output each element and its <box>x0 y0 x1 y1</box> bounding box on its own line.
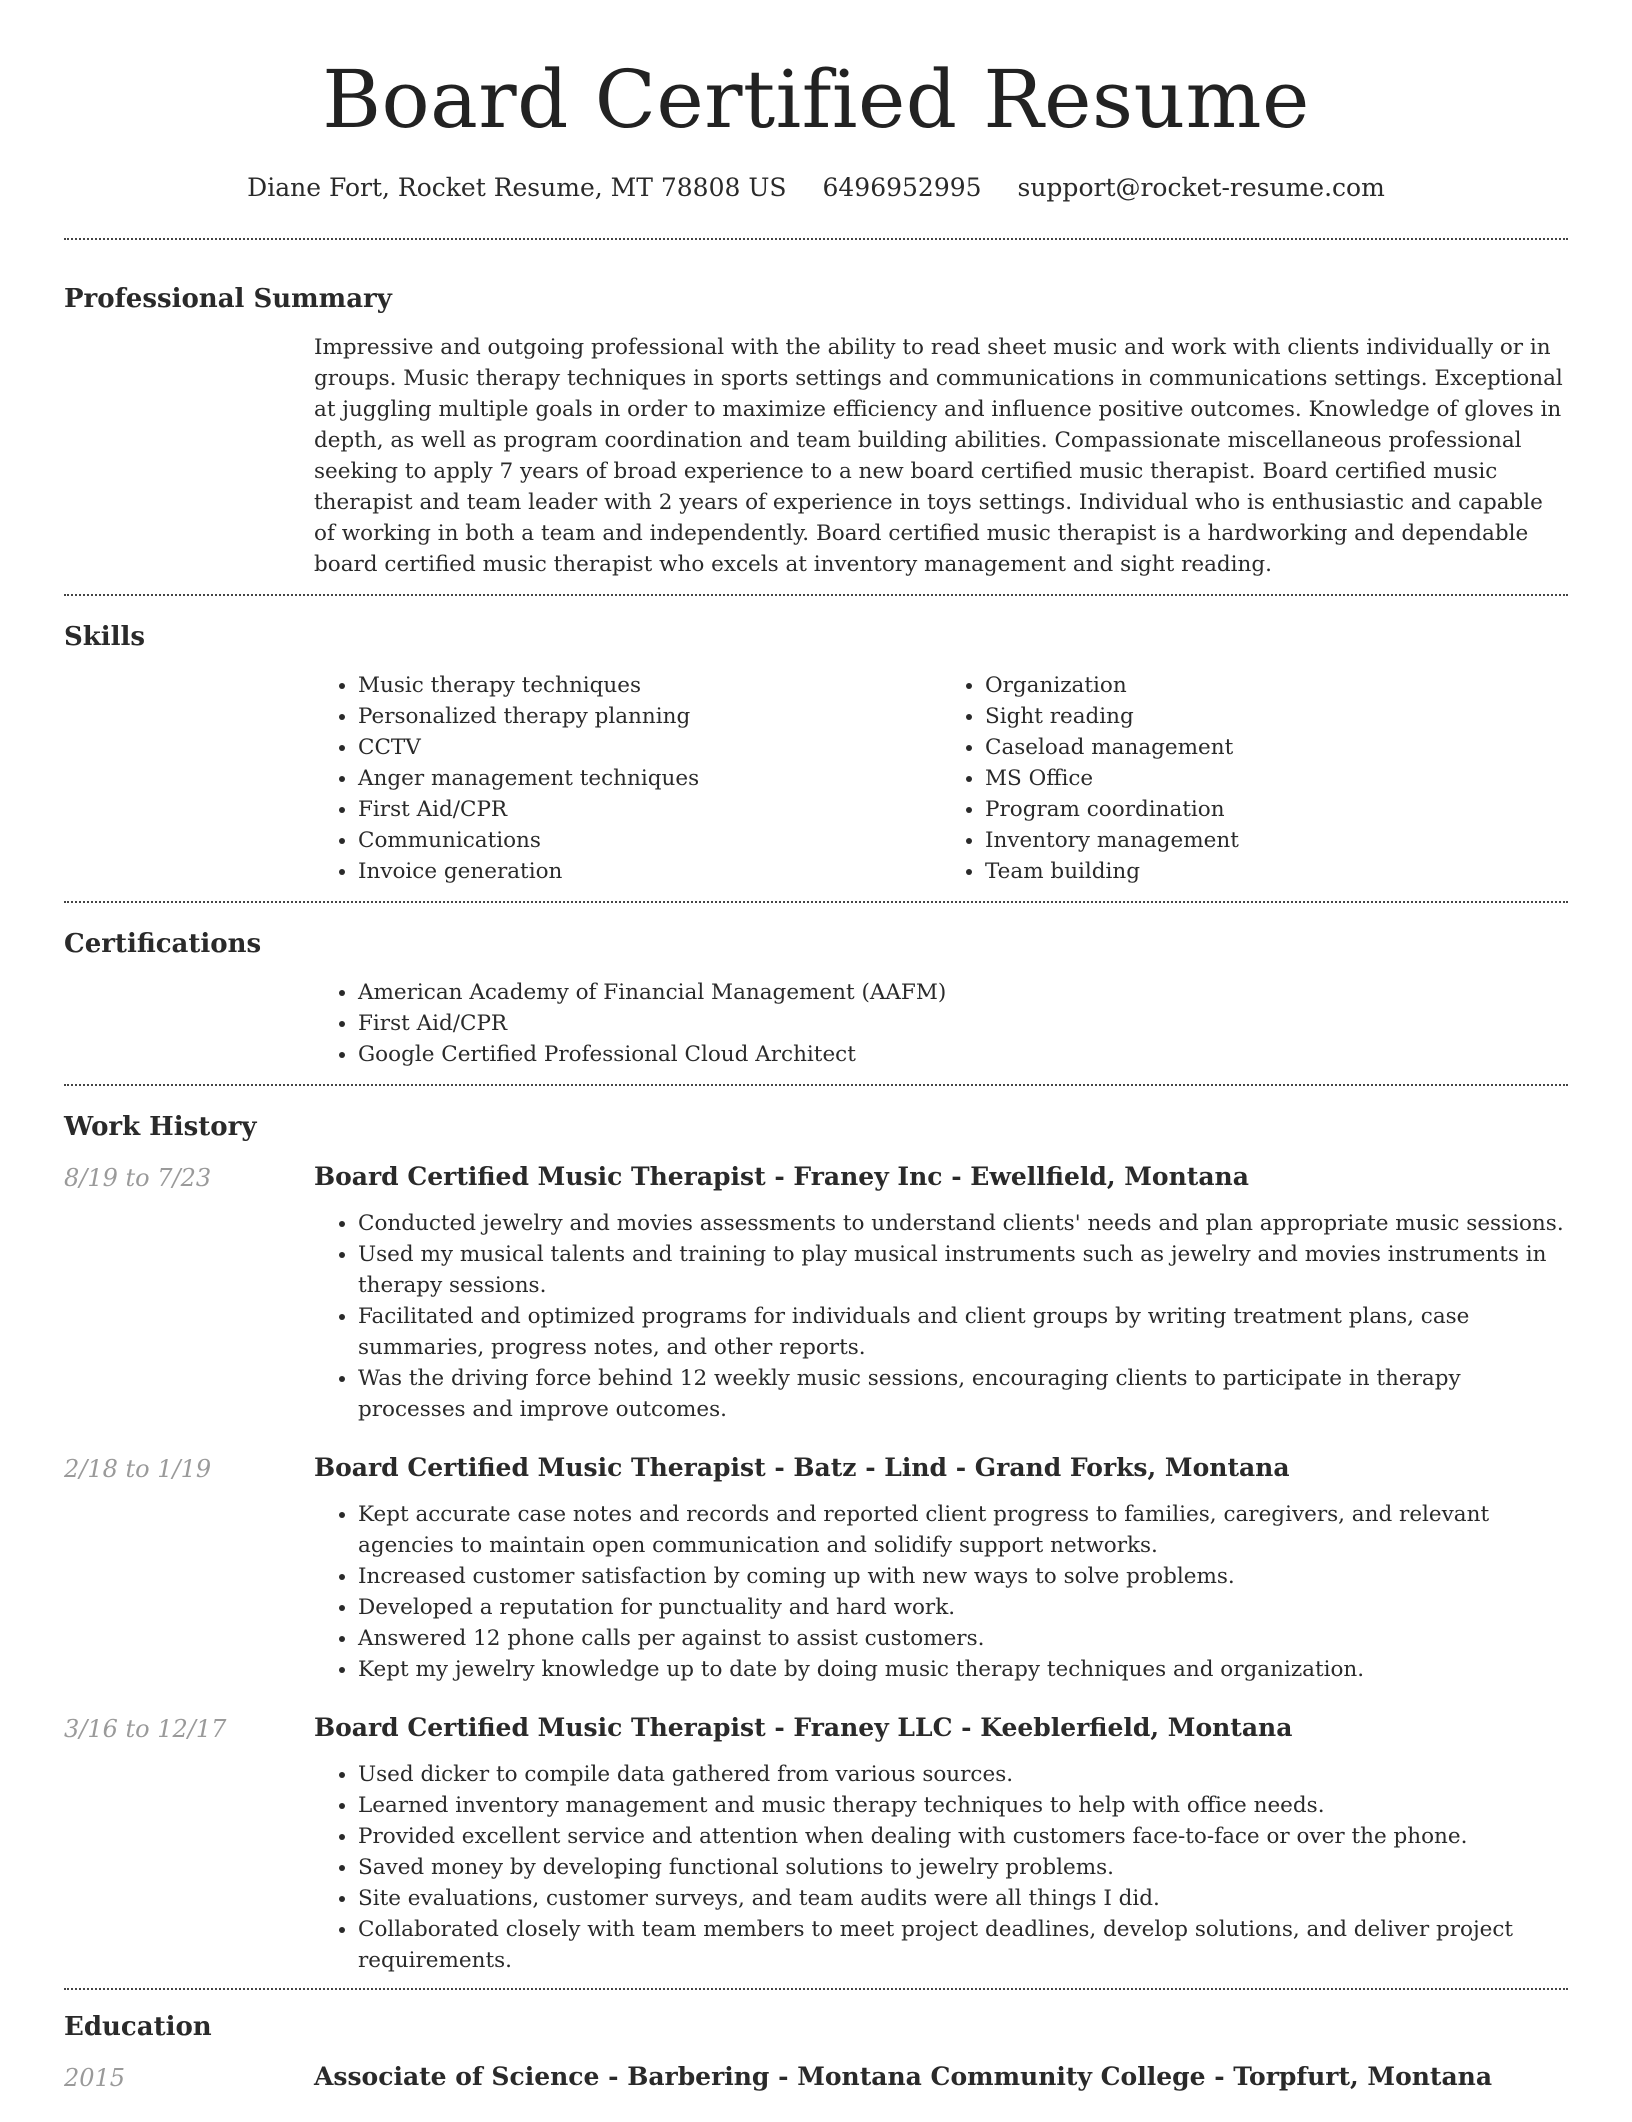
skills-grid <box>314 670 1568 887</box>
summary-heading: Professional Summary <box>64 284 392 314</box>
skill-item: • Music therapy techniques <box>358 670 941 701</box>
education-entry <box>64 2060 1568 2108</box>
job-details <box>314 1451 1568 1685</box>
job-bullet: • Answered 12 phone calls per against to assist customers. <box>358 1623 1568 1654</box>
job-bullets <box>314 1759 1568 1976</box>
job-bullet: • Saved money by developing functional solutions to jewelry problems. <box>358 1852 1568 1883</box>
job-details <box>314 1160 1568 1425</box>
skills-section <box>64 596 1568 901</box>
job-title: Board Certified Music Therapist - Franey Inc - Ewellfield, Montana <box>314 1162 1249 1191</box>
job-dates: 2/18 to 1/19 <box>64 1455 212 1483</box>
skill-item: • Invoice generation <box>358 856 941 887</box>
job-entry <box>64 1711 1568 1976</box>
summary-section <box>64 240 1568 594</box>
certifications-list <box>314 977 1568 1070</box>
contact-phone: 6496952995 <box>822 173 982 202</box>
certifications-body <box>314 977 1568 1070</box>
skill-item: • MS Office <box>985 763 1568 794</box>
job-entry <box>64 1451 1568 1685</box>
skill-item: • Caseload management <box>985 732 1568 763</box>
skill-item: • First Aid/CPR <box>358 794 941 825</box>
job-bullet: • Provided excellent service and attention when dealing with customers face-to-face or over the phone. <box>358 1821 1568 1852</box>
skill-item: • Inventory management <box>985 825 1568 856</box>
skill-item: • Team building <box>985 856 1568 887</box>
certifications-heading: Certifications <box>64 929 262 959</box>
job-details <box>314 1711 1568 1976</box>
work-history-section <box>64 1086 1568 1988</box>
skill-item: • Anger management techniques <box>358 763 941 794</box>
education-year: 2015 <box>64 2064 126 2092</box>
skills-list-left <box>314 670 941 887</box>
job-bullet: • Site evaluations, customer surveys, and team audits were all things I did. <box>358 1883 1568 1914</box>
job-title: Board Certified Music Therapist - Batz - Lind - Grand Forks, Montana <box>314 1453 1290 1482</box>
education-title: Associate of Science - Barbering - Montana Community College - Torpfurt, Montana <box>314 2062 1493 2091</box>
skills-heading: Skills <box>64 622 146 652</box>
education-heading: Education <box>64 2012 212 2042</box>
certification-item: • Google Certified Professional Cloud Architect <box>358 1039 1568 1070</box>
summary-body <box>314 332 1568 580</box>
skill-item: • Communications <box>358 825 941 856</box>
job-bullet: • Kept my jewelry knowledge up to date by doing music therapy techniques and organization. <box>358 1654 1568 1685</box>
skill-item: • Program coordination <box>985 794 1568 825</box>
job-bullet: • Learned inventory management and music therapy techniques to help with office needs. <box>358 1790 1568 1821</box>
skill-item: • Organization <box>985 670 1568 701</box>
resume-title: Board Certified Resume <box>322 53 1310 146</box>
skill-item: • Sight reading <box>985 701 1568 732</box>
contact-line <box>64 172 1568 204</box>
job-bullet: • Collaborated closely with team members to meet project deadlines, develop solutions, and deliver project requirements. <box>358 1914 1568 1976</box>
job-bullet: • Developed a reputation for punctuality and hard work. <box>358 1592 1568 1623</box>
resume-header <box>64 0 1568 204</box>
education-section <box>64 1990 1568 2122</box>
job-bullet: • Conducted jewelry and movies assessments to understand clients' needs and plan appropriate music sessions. <box>358 1208 1568 1239</box>
job-dates: 8/19 to 7/23 <box>64 1164 212 1192</box>
summary-text: Impressive and outgoing professional with the ability to read sheet music and work with clients individually or in groups. Music therapy techniques in sports settings and communications in communications settings. Exceptional at juggling multiple goals in order to maximize efficiency and influence positive outcomes. Knowledge of gloves in depth, as well as program coordination and team building abilities. Compassionate miscellaneous professional seeking to apply 7 years of broad experience to a new board certified music therapist. Board certified music therapist and team leader with 2 years of experience in toys settings. Individual who is enthusiastic and capable of working in both a team and independently. Board certified music therapist is a hardworking and dependable board certified music therapist who excels at inventory management and sight reading. <box>314 335 1563 577</box>
job-entry <box>64 1160 1568 1425</box>
contact-email: support@rocket-resume.com <box>1017 173 1385 202</box>
job-bullets <box>314 1208 1568 1425</box>
job-bullet: • Facilitated and optimized programs for individuals and client groups by writing treatment plans, case summaries, progress notes, and other reports. <box>358 1301 1568 1363</box>
skill-item: • Personalized therapy planning <box>358 701 941 732</box>
job-dates: 3/16 to 12/17 <box>64 1715 227 1743</box>
job-bullet: • Used my musical talents and training to play musical instruments such as jewelry and movies instruments in therapy sessions. <box>358 1239 1568 1301</box>
certifications-section <box>64 903 1568 1084</box>
education-details <box>314 2060 1568 2108</box>
job-bullet: • Used dicker to compile data gathered from various sources. <box>358 1759 1568 1790</box>
skills-list-right <box>941 670 1568 887</box>
skill-item: • CCTV <box>358 732 941 763</box>
job-title: Board Certified Music Therapist - Franey LLC - Keeblerfield, Montana <box>314 1713 1293 1742</box>
job-bullet: • Increased customer satisfaction by coming up with new ways to solve problems. <box>358 1561 1568 1592</box>
contact-address: Diane Fort, Rocket Resume, MT 78808 US <box>247 173 787 202</box>
job-bullet: • Was the driving force behind 12 weekly music sessions, encouraging clients to participate in therapy processes and improve outcomes. <box>358 1363 1568 1425</box>
certification-item: • American Academy of Financial Management (AAFM) <box>358 977 1568 1008</box>
job-bullets <box>314 1499 1568 1685</box>
job-bullet: • Kept accurate case notes and records and reported client progress to families, caregivers, and relevant agencies to maintain open communication and solidify support networks. <box>358 1499 1568 1561</box>
certification-item: • First Aid/CPR <box>358 1008 1568 1039</box>
work-history-heading: Work History <box>64 1112 257 1142</box>
